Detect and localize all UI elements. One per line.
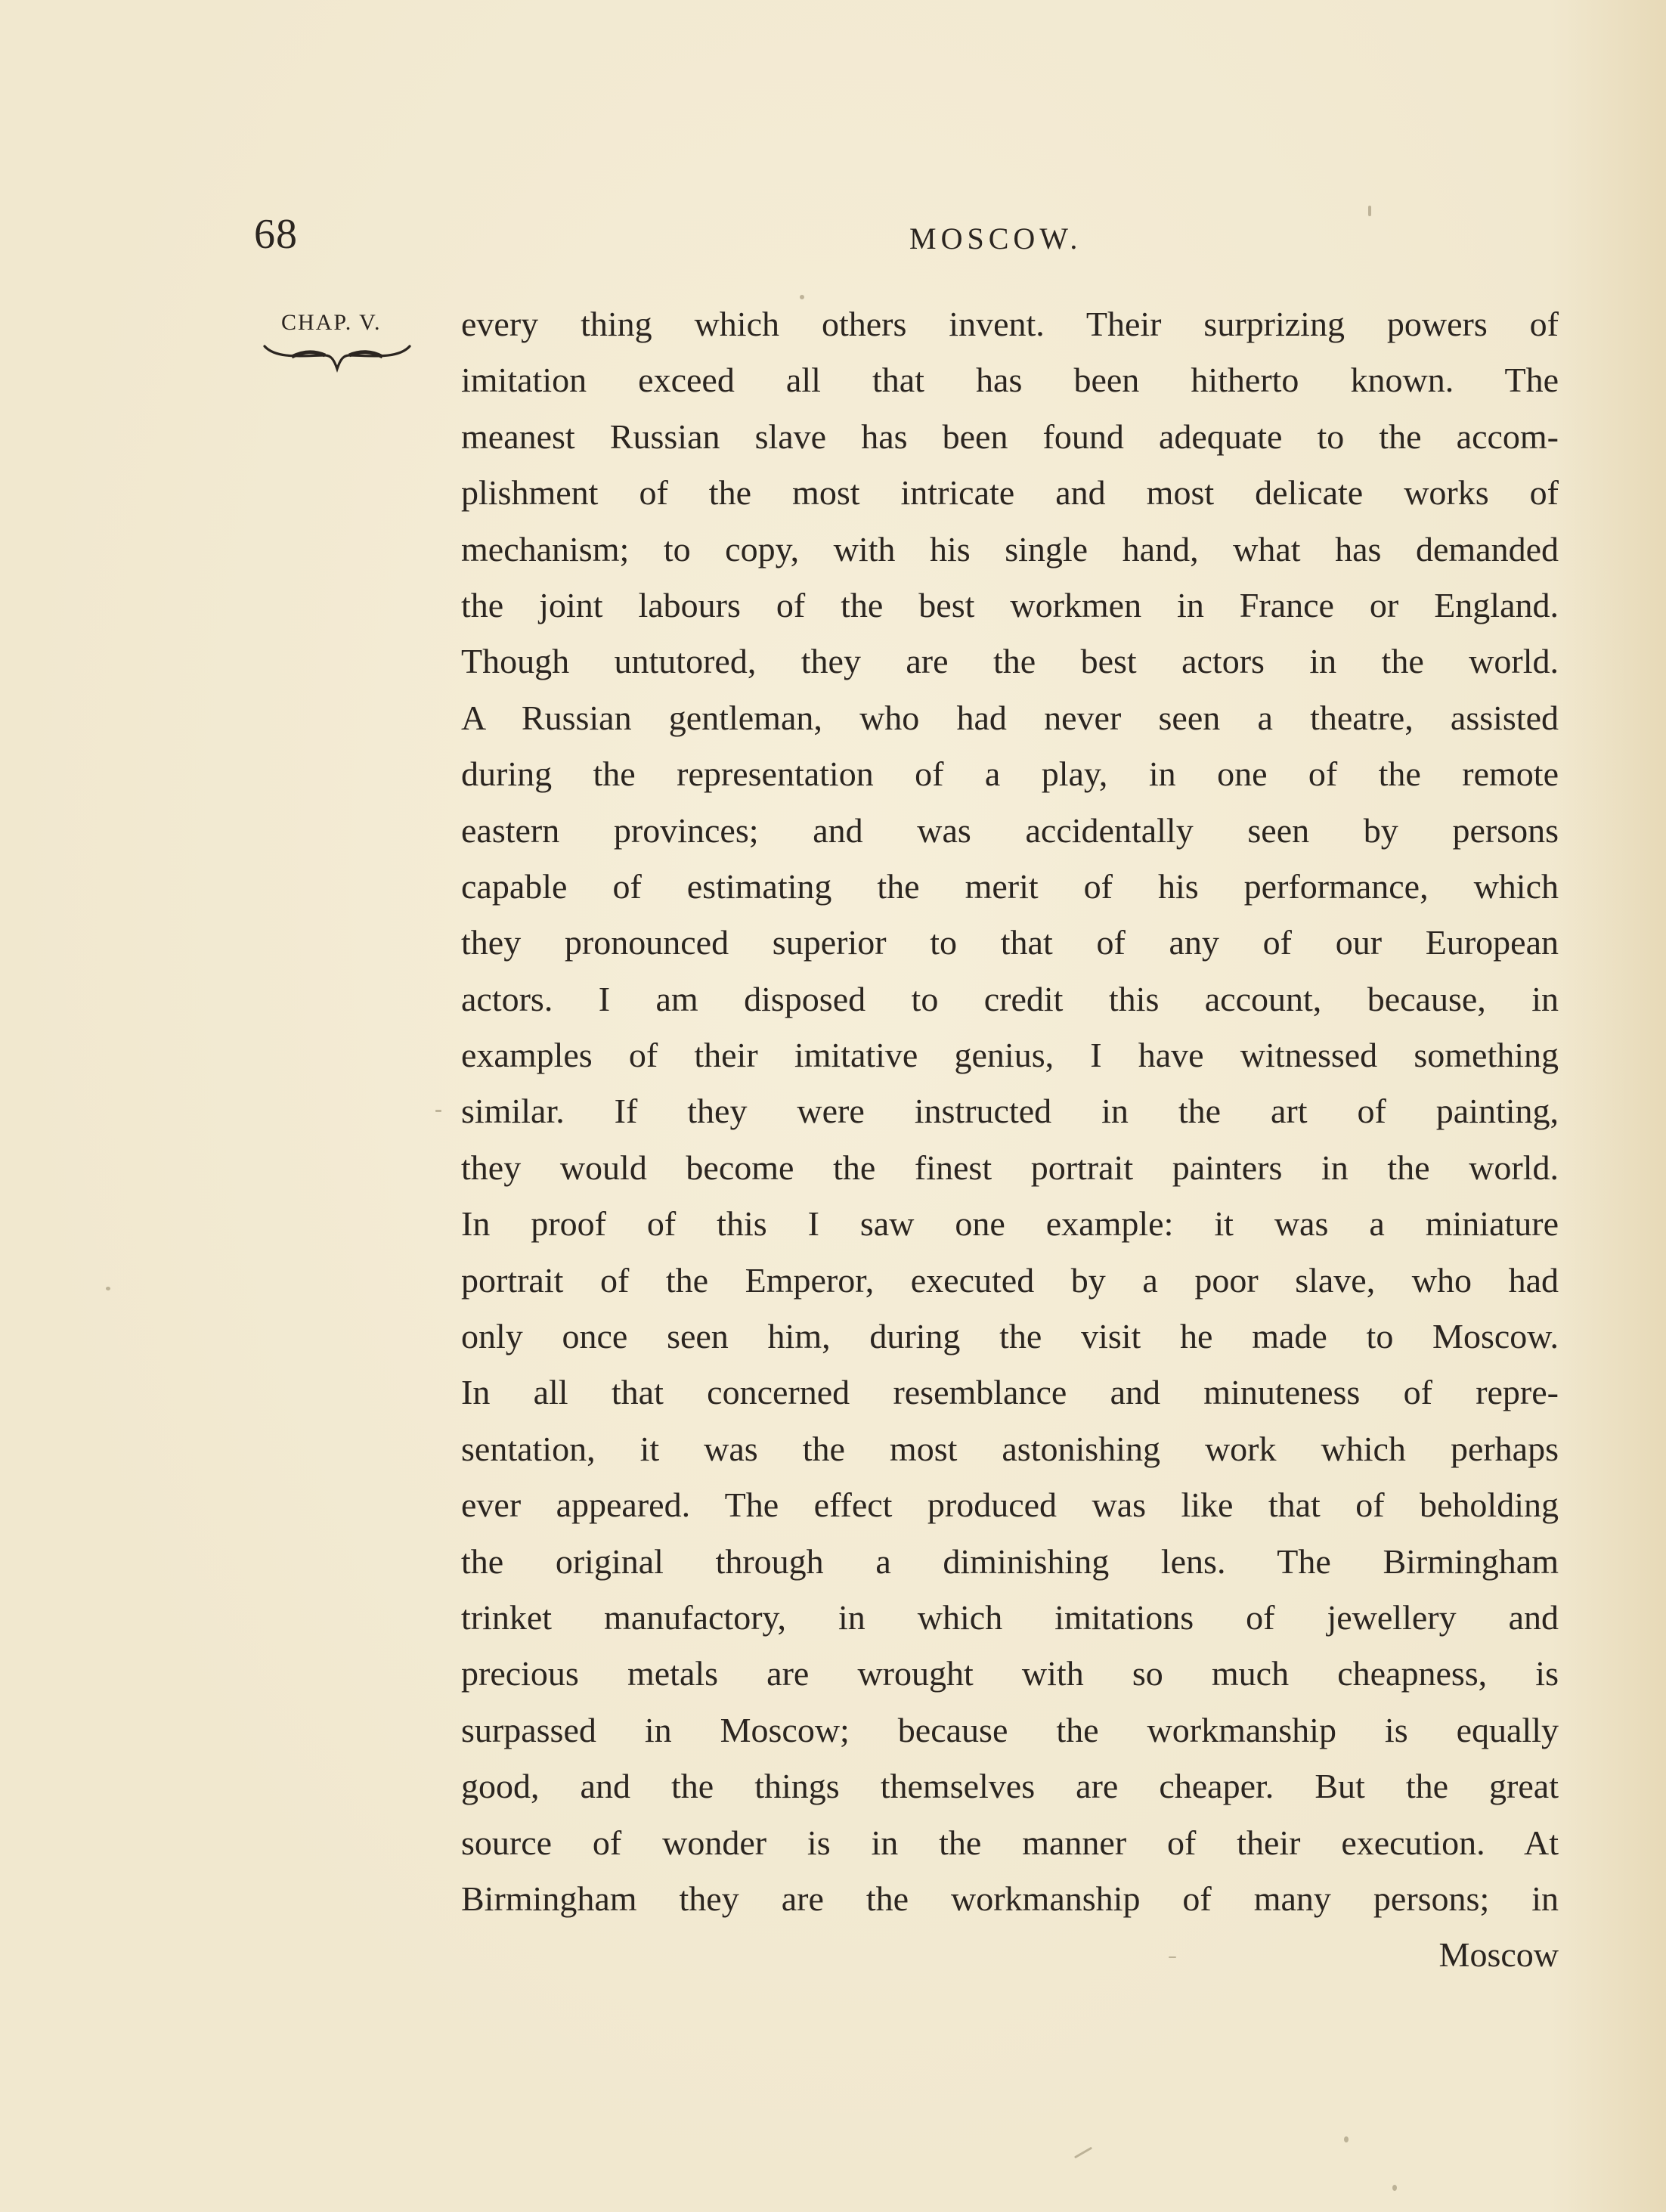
catchword: Moscow bbox=[1438, 1935, 1559, 1975]
text-line: trinket manufactory, in which imitations of jewellery and bbox=[461, 1597, 1559, 1637]
text-line: sentation, it was the most astonishing work which perhaps bbox=[461, 1429, 1559, 1468]
text-line: every thing which others invent. Their surprizing powers of bbox=[461, 305, 1559, 343]
text-line: portrait of the Emperor, executed by a poor slave, who had bbox=[461, 1260, 1559, 1300]
text-line: capable of estimating the merit of his performance, which bbox=[461, 866, 1559, 906]
text-line: Birmingham they are the workmanship of many persons; in bbox=[461, 1879, 1559, 1918]
text-line: precious metals are wrought with so much cheapness, is bbox=[461, 1654, 1559, 1693]
text-line: they would become the finest portrait painters in the world. bbox=[461, 1148, 1559, 1187]
text-line: actors. I am disposed to credit this account, because, in bbox=[461, 979, 1559, 1018]
speck bbox=[1169, 1956, 1176, 1958]
text-line: during the representation of a play, in one of the remote bbox=[461, 754, 1559, 794]
text-line: A Russian gentleman, who had never seen a theatre, assisted bbox=[461, 698, 1559, 737]
text-line: the original through a diminishing lens. The Birmingham bbox=[461, 1541, 1559, 1581]
speck bbox=[1368, 206, 1371, 216]
chapter-brace-ornament bbox=[262, 340, 413, 373]
text-line: eastern provinces; and was accidentally seen by persons bbox=[461, 810, 1559, 850]
text-line: meanest Russian slave has been found adequate to the accom- bbox=[461, 417, 1559, 456]
page-number: 68 bbox=[254, 211, 298, 258]
chapter-label: CHAP. V. bbox=[281, 310, 382, 335]
text-line: the joint labours of the best workmen in France or England. bbox=[461, 585, 1559, 624]
text-line: ever appeared. The effect produced was like that of beholding bbox=[461, 1486, 1559, 1525]
text-line: similar. If they were instructed in the art of painting, bbox=[461, 1092, 1559, 1131]
text-line: surpassed in Moscow; because the workmanship is equally bbox=[461, 1710, 1559, 1749]
text-line: Though untutored, they are the best actors in the world. bbox=[461, 642, 1559, 681]
text-line: plishment of the most intricate and most delicate works of bbox=[461, 473, 1559, 513]
text-line: source of wonder is in the manner of their execution. At bbox=[461, 1823, 1559, 1862]
text-line: they pronounced superior to that of any of our European bbox=[461, 923, 1559, 962]
speck bbox=[1344, 2136, 1349, 2142]
text-line: imitation exceed all that has been hitherto known. The bbox=[461, 361, 1559, 400]
text-line: only once seen him, during the visit he made to Moscow. bbox=[461, 1317, 1559, 1356]
speck bbox=[1074, 2147, 1092, 2159]
text-line: In proof of this I saw one example: it was a miniature bbox=[461, 1204, 1559, 1244]
speck bbox=[800, 295, 804, 299]
text-line: examples of their imitative genius, I have witnessed something bbox=[461, 1036, 1559, 1075]
body-text bbox=[461, 296, 1559, 1984]
text-line: In all that concerned resemblance and minuteness of repre- bbox=[461, 1373, 1559, 1412]
text-line: mechanism; to copy, with his single hand, what has demanded bbox=[461, 529, 1559, 568]
speck bbox=[435, 1110, 441, 1112]
text-line: good, and the things themselves are cheaper. But the great bbox=[461, 1767, 1559, 1806]
running-title: MOSCOW. bbox=[909, 222, 1082, 256]
speck bbox=[1392, 2185, 1397, 2191]
speck bbox=[106, 1287, 110, 1290]
